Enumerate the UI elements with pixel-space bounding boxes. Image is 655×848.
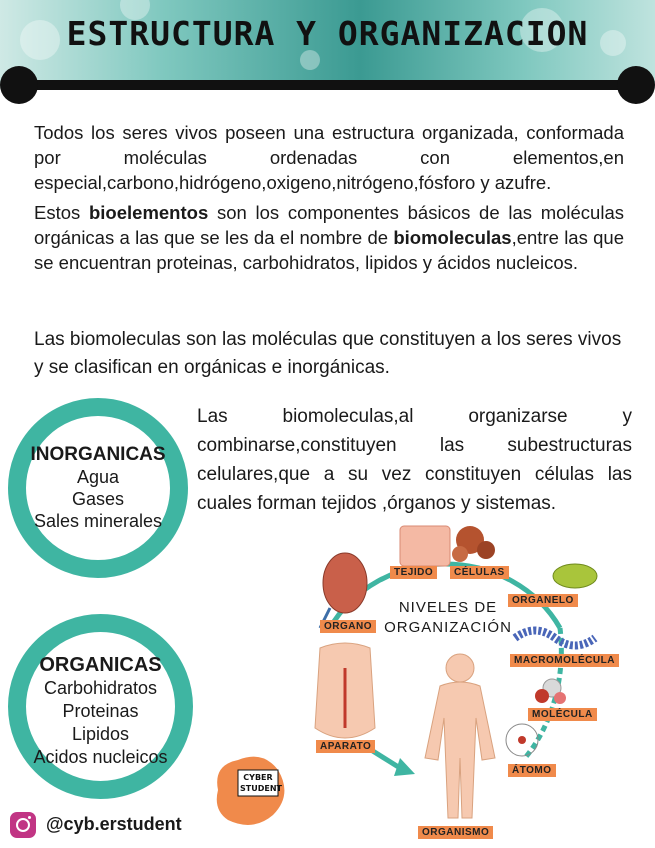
human-body-icon [425, 682, 495, 818]
label-aparato: APARATO [316, 740, 375, 753]
divider-right-dot [617, 66, 655, 104]
inorganicas-circle [8, 398, 188, 578]
organization-levels-diagram [290, 518, 620, 843]
logo-text-line2: STUDENT [240, 784, 282, 793]
label-organo: ORGANO [320, 620, 376, 633]
diagram-title-line2: ORGANIZACIÓN [384, 619, 512, 636]
organicas-item: Acidos nucleicos [33, 747, 168, 767]
header-divider [20, 80, 635, 90]
label-atomo: ÁTOMO [508, 764, 556, 777]
diagram-title-line1: NIVELES DE [398, 599, 498, 616]
classification-paragraph: Las biomoleculas son las moléculas que constituyen a los seres vivos y se clasifican en orgánicas e inorgánicas. [34, 329, 622, 378]
label-tejido: TEJIDO [390, 566, 437, 579]
organicas-item: Proteinas [62, 701, 139, 721]
organicas-circle [8, 614, 193, 799]
label-organelo: ORGANELO [508, 594, 578, 607]
divider-left-dot [0, 66, 38, 104]
organicas-item: Lipidos [71, 724, 130, 744]
atom-nucleus-icon [518, 736, 526, 744]
macromolecule-icon [515, 631, 595, 646]
label-organismo: ORGANISMO [418, 826, 493, 839]
inorganicas-item: Agua [76, 467, 120, 487]
bioelements-paragraph: Estos bioelementos son los componentes básicos de las moléculas orgánicas a las que se les da el nombre de biomoleculas,entre las que se encuentran proteinas, carbohidratos, lipidos y ácidos nucleicos. [34, 202, 624, 273]
head-icon [446, 654, 474, 682]
diagram-title [378, 598, 518, 638]
organelle-icon [553, 564, 597, 588]
cyber-student-logo [208, 750, 288, 830]
label-molecula: MOLÉCULA [528, 708, 597, 721]
biomoleculas-term: biomoleculas [393, 227, 512, 248]
inorganicas-item: Gases [71, 489, 125, 509]
label-macromolecula: MACROMOLÉCULA [510, 654, 619, 667]
molecule-icon [554, 692, 566, 704]
tissue-icon [400, 526, 450, 566]
instagram-icon[interactable] [10, 812, 36, 838]
cell-icon [477, 541, 495, 559]
organicas-item: Carbohidratos [43, 678, 158, 698]
inorganicas-item: Sales minerales [33, 511, 163, 531]
bioelementos-term: bioelementos [88, 202, 209, 223]
logo-text-line1: CYBER [243, 773, 273, 782]
molecule-icon [535, 689, 549, 703]
kidney-organ-icon [323, 553, 367, 613]
cell-icon [452, 546, 468, 562]
organization-paragraph: Las biomoleculas,al organizarse y combinarse,constituyen las subestructuras celulares,que a su vez constituyen células las cuales forman tejidos ,órganos y sistemas. [197, 406, 632, 514]
inorganicas-heading: INORGANICAS [30, 444, 166, 465]
label-celulas: CÉLULAS [450, 566, 509, 579]
instagram-handle[interactable]: @cyb.erstudent [46, 814, 182, 834]
arrow-head-icon [394, 758, 415, 776]
intro-paragraph: Todos los seres vivos poseen una estructura organizada, conformada por moléculas ordenadas con elementos,en especial,carbono,hidrógeno,oxigeno,nitrógeno,fósforo y azufre. [34, 122, 624, 193]
organicas-heading: ORGANICAS [39, 654, 162, 676]
page-title: ESTRUCTURA Y ORGANIZACION [66, 14, 589, 53]
